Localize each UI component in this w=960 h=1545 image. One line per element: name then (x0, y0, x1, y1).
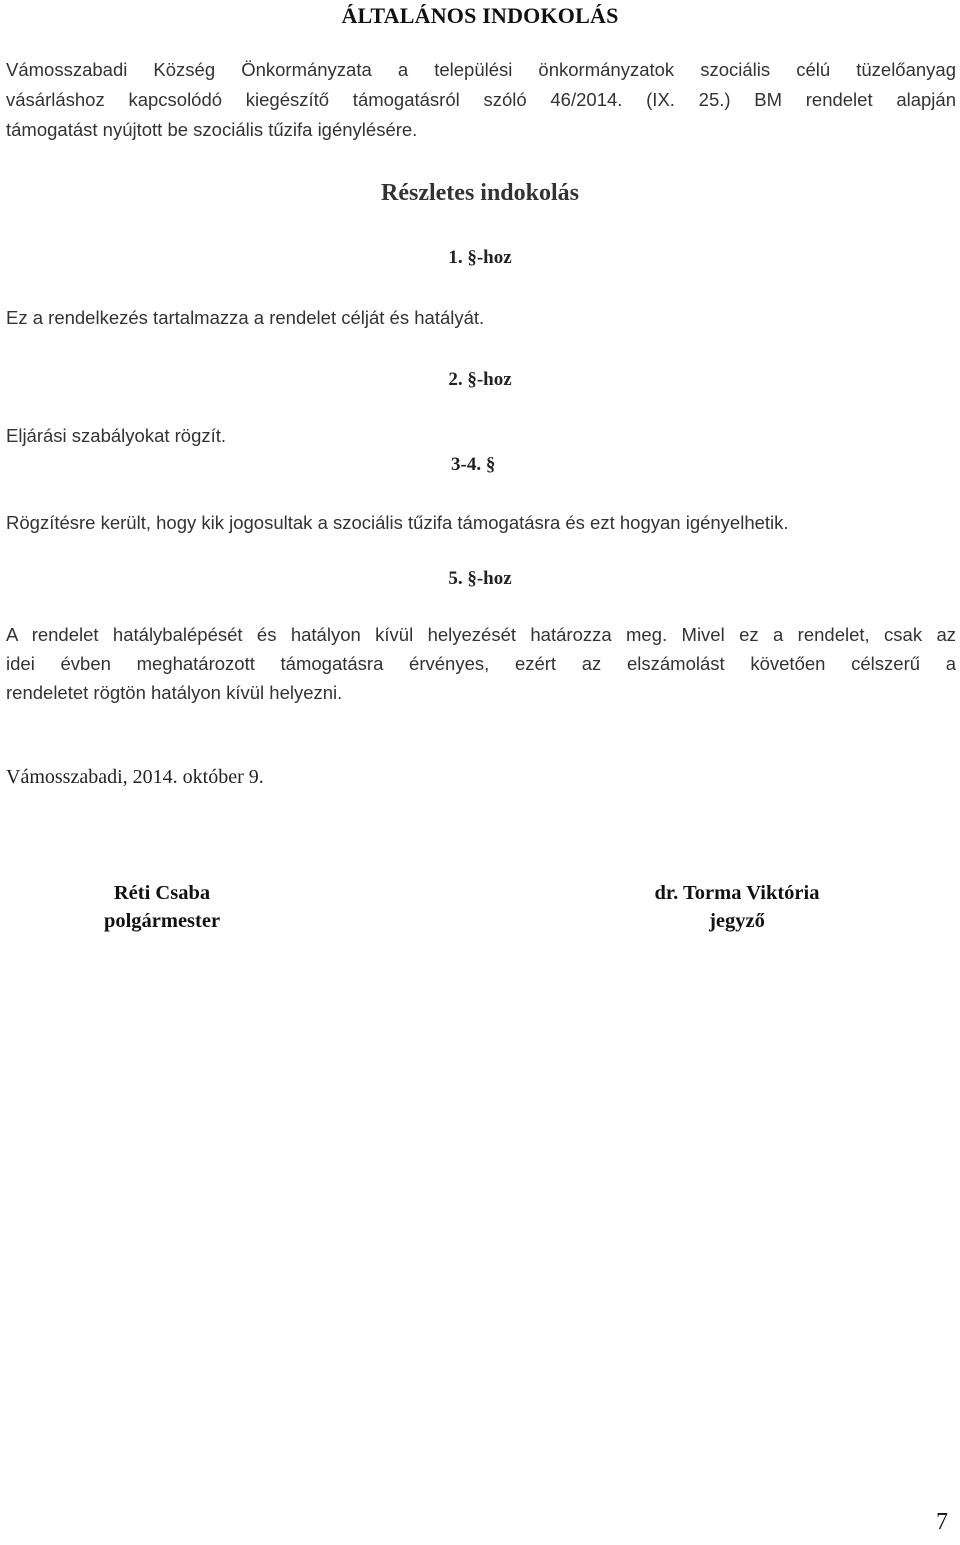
signature-notary-role: jegyző (709, 910, 765, 932)
section-5-line-2: idei évben meghatározott támogatásra érvényes, ezért az elszámolást követően célszerű a (6, 653, 956, 674)
signature-mayor-name: Réti Csaba (113, 882, 211, 904)
place-and-date: Vámosszabadi, 2014. október 9. (6, 766, 264, 788)
signature-mayor (62, 879, 262, 935)
intro-line-1: Vámosszabadi Község Önkormányzata a települési önkormányzatok szociális célú tüzelőanyag (6, 59, 956, 80)
detail-title: Részletes indokolás (381, 180, 579, 206)
section-5-line-1: A rendelet hatálybalépését és hatályon kívül helyezését határozza meg. Mivel ez a rendelet, csak az (6, 624, 956, 645)
intro-line-3: támogatást nyújtott be szociális tűzifa igénylésére. (6, 119, 418, 140)
section-2-text: Eljárási szabályokat rögzít. (6, 425, 227, 446)
section-3-heading: 3-4. § (451, 454, 496, 475)
section-5-heading: 5. §-hoz (448, 568, 512, 589)
section-1-heading: 1. §-hoz (448, 247, 512, 268)
page-number: 7 (936, 1509, 948, 1535)
signature-notary (617, 879, 857, 935)
section-3-text: Rögzítésre került, hogy kik jogosultak a szociális tűzifa támogatásra és ezt hogyan igényelhetik. (6, 512, 789, 533)
intro-line-2: vásárláshoz kapcsolódó kiegészítő támogatásról szóló 46/2014. (IX. 25.) BM rendelet alapján (6, 89, 956, 110)
signature-notary-name: dr. Torma Viktória (654, 882, 820, 904)
section-2-heading: 2. §-hoz (448, 369, 512, 390)
section-1-text: Ez a rendelkezés tartalmazza a rendelet célját és hatályát. (6, 307, 485, 328)
section-5-line-3: rendeletet rögtön hatályon kívül helyezni. (6, 682, 343, 703)
main-title: ÁLTALÁNOS INDOKOLÁS (341, 3, 619, 28)
signature-mayor-role: polgármester (103, 910, 221, 932)
